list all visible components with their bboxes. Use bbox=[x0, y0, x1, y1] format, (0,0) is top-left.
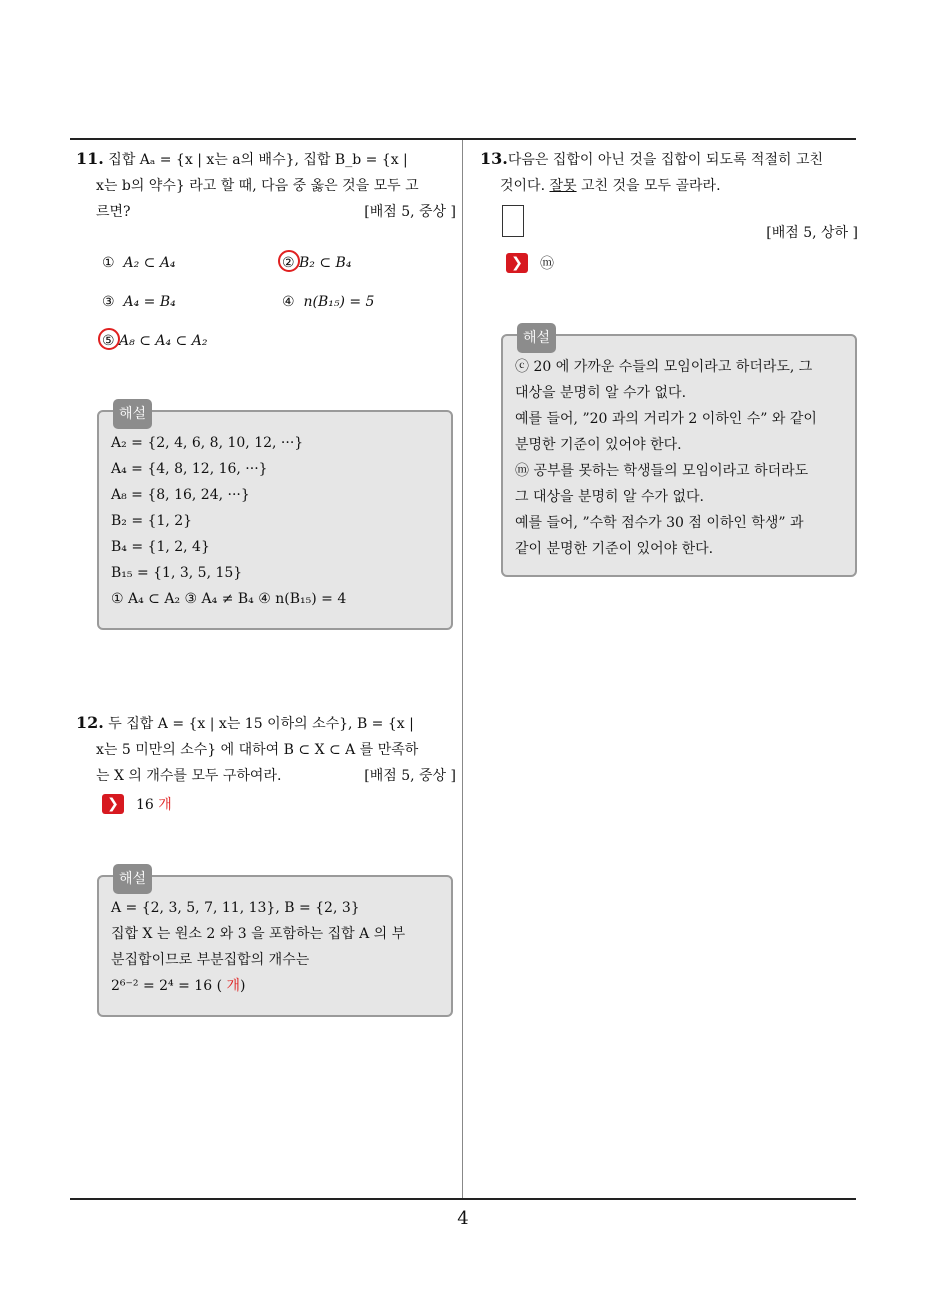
bottom-rule bbox=[70, 1198, 856, 1200]
top-rule bbox=[70, 138, 856, 140]
selected-circle-mark bbox=[278, 250, 300, 272]
solution-tag: 해설 bbox=[113, 864, 152, 894]
answer-arrow-icon: ❯ bbox=[506, 253, 528, 273]
question-number: 13. bbox=[480, 149, 508, 168]
solution-line: B₁₅ = {1, 3, 5, 15} bbox=[111, 565, 243, 581]
question-number: 12. bbox=[76, 713, 104, 732]
choice-number: ⑤ bbox=[102, 333, 115, 349]
question-13 bbox=[480, 146, 860, 199]
choice-text: A₄ = B₄ bbox=[123, 294, 176, 310]
choice-5[interactable] bbox=[102, 333, 207, 349]
question-text-line: x는 5 미만의 소수} 에 대하여 B ⊂ X ⊂ A 를 만족하 bbox=[96, 742, 419, 758]
answer-unit: 개 bbox=[158, 797, 172, 813]
question-text-line: x는 b의 약수} 라고 할 때, 다음 중 옳은 것을 모두 고 bbox=[96, 178, 419, 194]
choice-1[interactable] bbox=[102, 255, 176, 271]
solution-line: A₄ = {4, 8, 12, 16, ···} bbox=[111, 461, 268, 477]
choice-3[interactable] bbox=[102, 294, 176, 310]
score-mark: [배점 5, 중상 ] bbox=[364, 768, 456, 784]
choice-number: ④ bbox=[282, 294, 295, 310]
choice-4[interactable] bbox=[282, 294, 374, 310]
solution-line: B₄ = {1, 2, 4} bbox=[111, 539, 210, 555]
solution-line: ① A₄ ⊂ A₂ ③ A₄ ≠ B₄ ④ n(B₁₅) = 4 bbox=[111, 591, 347, 607]
solution-paren: ) bbox=[240, 978, 246, 994]
answer-value: ⓜ bbox=[540, 256, 554, 272]
question-11 bbox=[76, 146, 456, 225]
choice-text: n(B₁₅) = 5 bbox=[303, 294, 375, 310]
question-text-part: 고친 것을 모두 골라라. bbox=[576, 178, 721, 194]
question-text-part: 것이다. bbox=[500, 178, 550, 194]
choice-text: A₈ ⊂ A₄ ⊂ A₂ bbox=[119, 333, 208, 349]
choice-number: ② bbox=[282, 255, 295, 271]
answer-row-12 bbox=[102, 794, 172, 814]
solution-line: 예를 들어, ”20 과의 거리가 2 이하인 수” 와 같이 bbox=[515, 411, 817, 427]
solution-line: 같이 분명한 기준이 있어야 한다. bbox=[515, 541, 714, 557]
column-divider bbox=[462, 140, 463, 1198]
question-text-line: 집합 Aₐ = {x | x는 a의 배수}, 집합 B_b = {x | bbox=[108, 152, 408, 168]
choice-text: A₂ ⊂ A₄ bbox=[123, 255, 176, 271]
question-text-line: 는 X 의 개수를 모두 구하여라. bbox=[96, 768, 282, 784]
blank-figure-box bbox=[502, 205, 524, 237]
solution-line: 그 대상을 분명히 알 수가 없다. bbox=[515, 489, 704, 505]
solution-box-12 bbox=[97, 871, 453, 1017]
question-text-line: 다음은 집합이 아닌 것을 집합이 되도록 적절히 고친 bbox=[507, 152, 823, 168]
choice-number: ③ bbox=[102, 294, 115, 310]
answer-arrow-icon: ❯ bbox=[102, 794, 124, 814]
question-number: 11. bbox=[76, 149, 104, 168]
score-mark-13: [배점 5, 상하 ] bbox=[766, 225, 858, 241]
solution-tag: 해설 bbox=[113, 399, 152, 429]
solution-tag: 해설 bbox=[517, 323, 556, 353]
score-mark: [배점 5, 중상 ] bbox=[364, 204, 456, 220]
solution-box-11 bbox=[97, 406, 453, 630]
choice-text: B₂ ⊂ B₄ bbox=[299, 255, 352, 271]
solution-box-13 bbox=[501, 330, 857, 577]
question-text-line: 두 집합 A = {x | x는 15 이하의 소수}, B = {x | bbox=[108, 716, 414, 732]
page-number: 4 bbox=[457, 1208, 469, 1229]
solution-line: 분집합이므로 부분집합의 개수는 bbox=[111, 952, 310, 968]
solution-line: 예를 들어, ”수학 점수가 30 점 이하인 학생” 과 bbox=[515, 515, 804, 531]
solution-math: 2⁶⁻² = 2⁴ = 16 ( bbox=[111, 978, 223, 994]
solution-line: 집합 X 는 원소 2 와 3 을 포함하는 집합 A 의 부 bbox=[111, 926, 406, 942]
solution-line: 분명한 기준이 있어야 한다. bbox=[515, 437, 682, 453]
question-12 bbox=[76, 710, 456, 789]
solution-line: ⓒ 20 에 가까운 수들의 모임이라고 하더라도, 그 bbox=[515, 359, 813, 375]
solution-line: A = {2, 3, 5, 7, 11, 13}, B = {2, 3} bbox=[111, 900, 360, 916]
solution-line: A₈ = {8, 16, 24, ···} bbox=[111, 487, 250, 503]
solution-line: B₂ = {1, 2} bbox=[111, 513, 193, 529]
answer-row-13 bbox=[506, 253, 554, 273]
solution-unit: 개 bbox=[226, 978, 241, 994]
solution-line: A₂ = {2, 4, 6, 8, 10, 12, ···} bbox=[111, 435, 304, 451]
choice-2[interactable] bbox=[282, 255, 351, 271]
solution-line: ⓜ 공부를 못하는 학생들의 모임이라고 하더라도 bbox=[515, 463, 809, 479]
selected-circle-mark bbox=[98, 328, 120, 350]
underlined-word: 잘못 bbox=[549, 178, 577, 194]
question-text-line: 르면? bbox=[96, 204, 131, 220]
choice-number: ① bbox=[102, 255, 115, 271]
answer-value: 16 bbox=[136, 797, 154, 813]
solution-line: 대상을 분명히 알 수가 없다. bbox=[515, 385, 687, 401]
